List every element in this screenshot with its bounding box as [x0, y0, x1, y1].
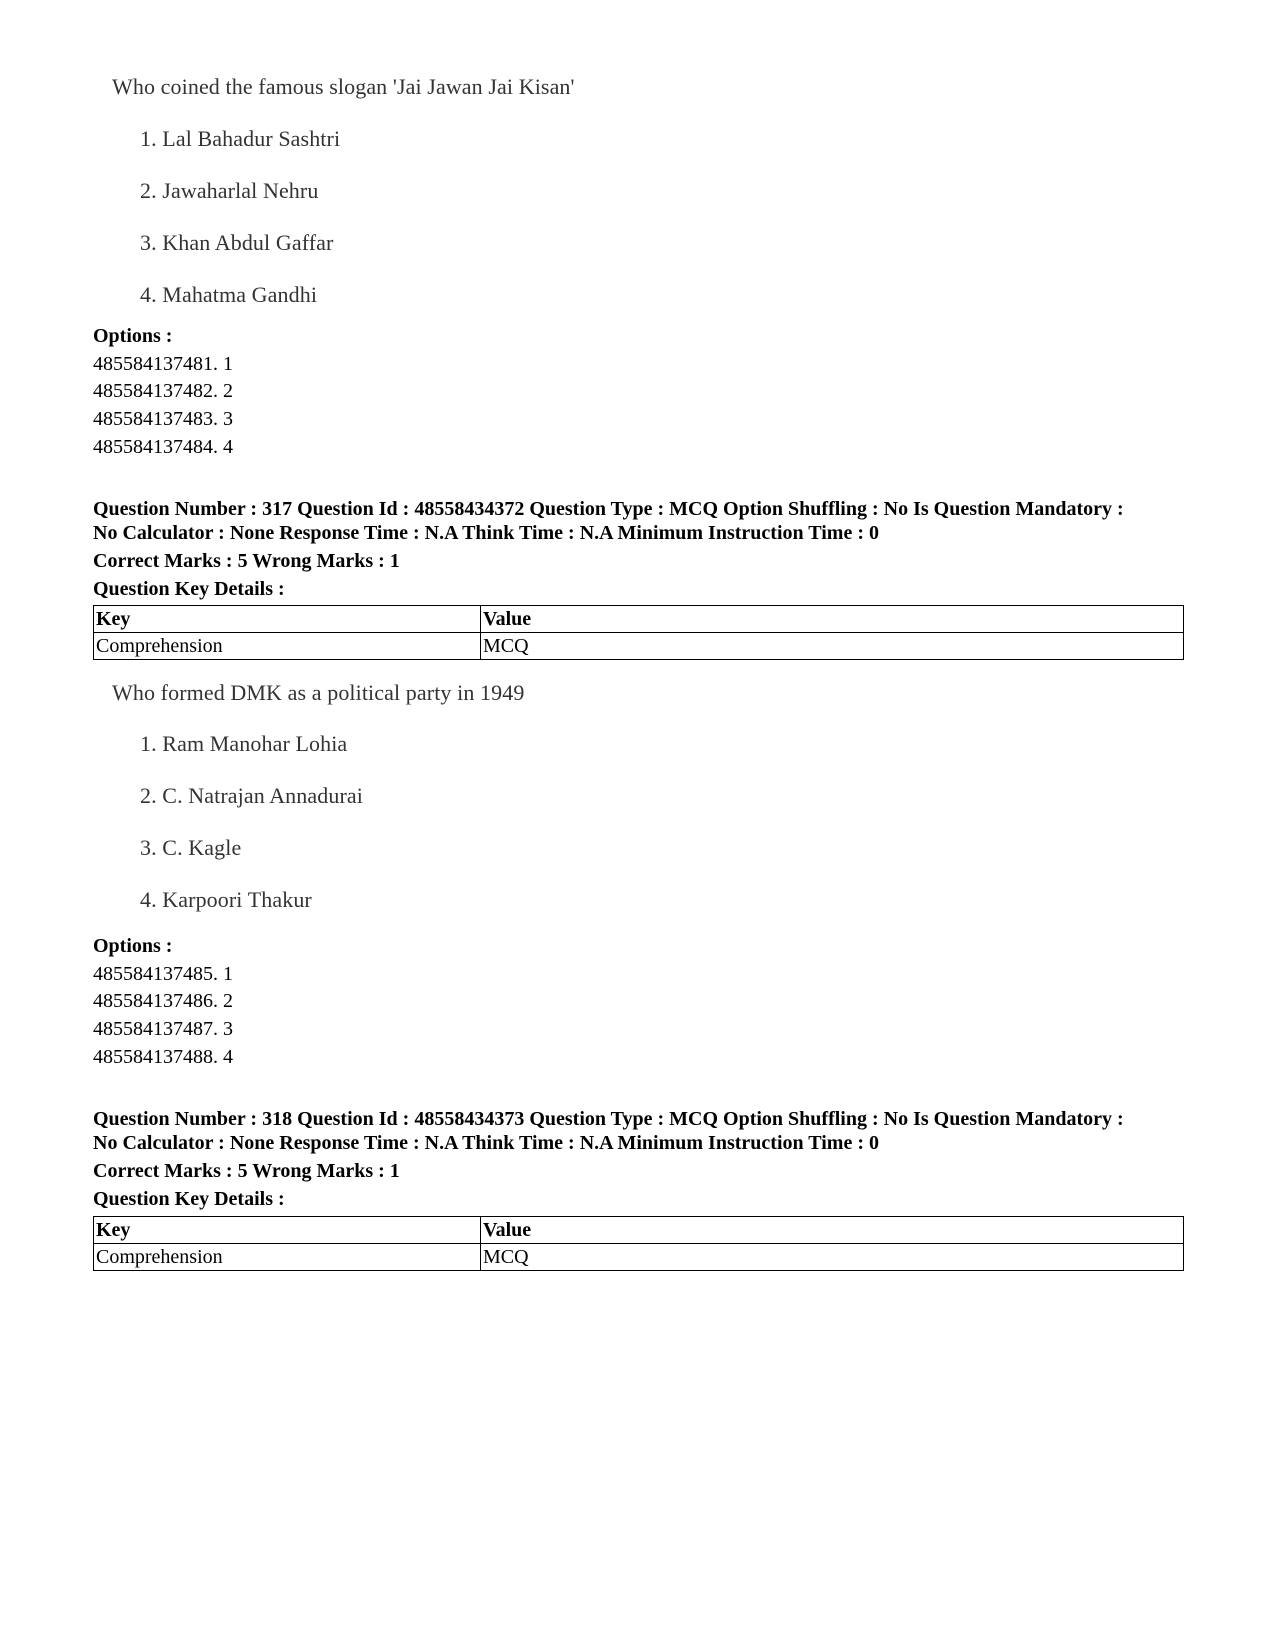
option-item: 485584137483. 3	[93, 408, 233, 430]
table-row	[94, 633, 1184, 660]
table-cell: Comprehension	[94, 1244, 481, 1271]
key-details-label: Question Key Details :	[93, 1188, 285, 1210]
table-header-row	[94, 606, 1184, 633]
question-choice: 1. Lal Bahadur Sashtri	[140, 126, 341, 151]
question-meta-line: No Calculator : None Response Time : N.A Think Time : N.A Minimum Instruction Time : 0	[93, 522, 879, 544]
question-choice: 2. Jawaharlal Nehru	[140, 178, 319, 203]
table-header-cell: Value	[481, 1217, 1184, 1244]
table-header-cell: Key	[94, 606, 481, 633]
question-choice: 3. C. Kagle	[140, 835, 242, 860]
key-details-label: Question Key Details :	[93, 578, 285, 600]
option-item: 485584137485. 1	[93, 963, 233, 985]
question-stem: Who formed DMK as a political party in 1949	[112, 680, 525, 705]
question-meta-line: Question Number : 317 Question Id : 48558434372 Question Type : MCQ Option Shuffling : No Is Question Mandatory :	[93, 498, 1124, 520]
marks-line: Correct Marks : 5 Wrong Marks : 1	[93, 1160, 400, 1182]
table-row	[94, 1244, 1184, 1271]
options-label: Options :	[93, 325, 173, 347]
question-meta	[93, 1107, 1193, 1155]
question-stem: Who coined the famous slogan 'Jai Jawan Jai Kisan'	[112, 74, 575, 99]
option-item: 485584137484. 4	[93, 436, 233, 458]
table-header-cell: Key	[94, 1217, 481, 1244]
table-header-row	[94, 1217, 1184, 1244]
question-meta-line: Question Number : 318 Question Id : 48558434373 Question Type : MCQ Option Shuffling : No Is Question Mandatory :	[93, 1108, 1124, 1130]
question-meta-line: No Calculator : None Response Time : N.A Think Time : N.A Minimum Instruction Time : 0	[93, 1132, 879, 1154]
question-choice: 3. Khan Abdul Gaffar	[140, 230, 334, 255]
table-cell: MCQ	[481, 633, 1184, 660]
question-choice: 4. Mahatma Gandhi	[140, 282, 318, 307]
key-details-table	[93, 1216, 1184, 1271]
option-item: 485584137487. 3	[93, 1018, 233, 1040]
option-item: 485584137488. 4	[93, 1046, 233, 1068]
question-choice: 2. C. Natrajan Annadurai	[140, 783, 363, 808]
option-item: 485584137486. 2	[93, 990, 233, 1012]
table-header-cell: Value	[481, 606, 1184, 633]
options-label: Options :	[93, 935, 173, 957]
question-choice: 4. Karpoori Thakur	[140, 887, 312, 912]
option-item: 485584137482. 2	[93, 380, 233, 402]
question-meta	[93, 497, 1193, 545]
marks-line: Correct Marks : 5 Wrong Marks : 1	[93, 550, 400, 572]
key-details-table	[93, 605, 1184, 660]
table-cell: MCQ	[481, 1244, 1184, 1271]
table-cell: Comprehension	[94, 633, 481, 660]
option-item: 485584137481. 1	[93, 353, 233, 375]
question-choice: 1. Ram Manohar Lohia	[140, 731, 348, 756]
